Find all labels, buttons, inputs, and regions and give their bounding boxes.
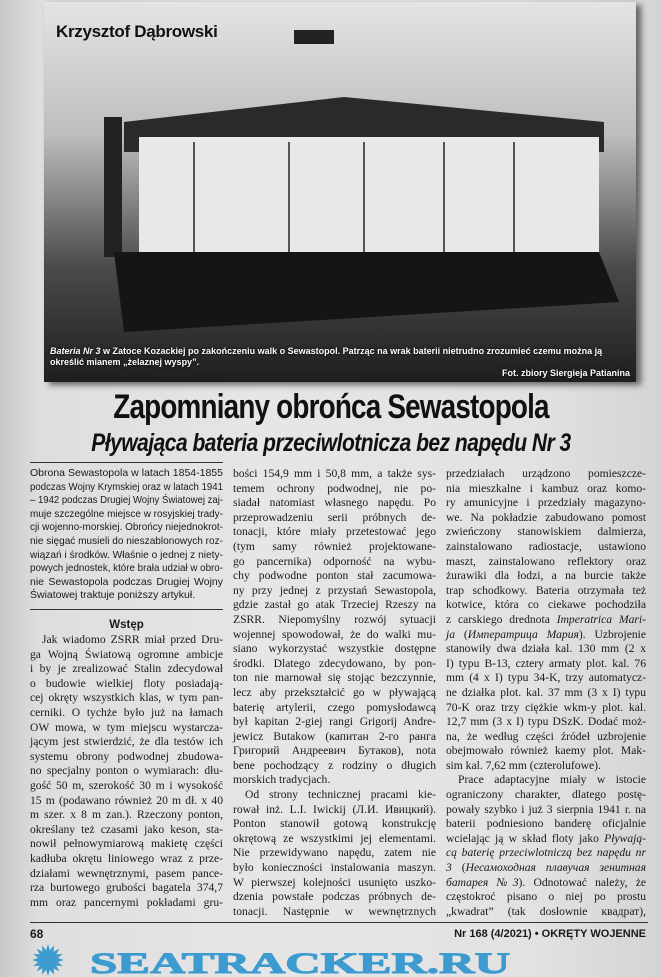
line-text <box>446 861 646 874</box>
text-line <box>446 657 646 672</box>
text-line <box>233 657 436 672</box>
text-line <box>30 808 223 823</box>
text-run: sim kal. 7,62 mm (czterolufowe). <box>446 758 601 772</box>
sun-ray <box>50 968 54 974</box>
text-run: z carskiego drednota <box>446 612 557 626</box>
text-line <box>233 832 436 847</box>
line-text: powych jednostek, które brała udział w obro- <box>30 562 223 575</box>
line-text <box>458 773 646 786</box>
text-line <box>30 662 223 677</box>
text-run: Od strony technicznej pracami kie- <box>245 788 436 802</box>
text-line <box>233 511 436 526</box>
line-text <box>446 628 646 641</box>
article-photo <box>44 2 636 382</box>
line-text: we. Na pokładzie zabudowano pomost <box>446 510 646 524</box>
line-text: o budowie wielkiej floty posiadają- <box>30 676 223 690</box>
text-line <box>233 744 436 759</box>
sun-ray <box>58 958 64 962</box>
seatracker-watermark <box>0 943 662 977</box>
line-text <box>446 846 646 859</box>
text-line <box>30 633 223 648</box>
line-text: ry amunicyjne i przedziały magazyno- <box>446 496 646 510</box>
line-text: jącym jest stwierdzić, że dla testów ich <box>30 735 223 749</box>
text-line <box>30 648 223 663</box>
line-text: rował inż. L.I. Iwickij (Л.И. Ивицкий). <box>233 802 436 816</box>
line-text: ton nie marnował się stojąc bezczynnie, <box>233 671 436 685</box>
line-text: mm oraz pancernymi pokładami gru- <box>30 895 223 909</box>
line-text: środki. Dlatego zdecydowano, by pon- <box>233 656 436 670</box>
text-line <box>233 540 436 555</box>
line-text: rza burtowego grubości bagatela 374,7 <box>30 881 223 895</box>
line-text <box>446 876 646 889</box>
text-line <box>446 467 646 482</box>
line-text: cji wojenno-morskiej. Obrońcy niejednokrot- <box>30 521 223 534</box>
text-line <box>446 861 646 876</box>
text-line <box>30 481 223 495</box>
line-text: częstokroć pisano o niej po prostu <box>446 890 646 904</box>
page-number: 68 <box>30 927 44 941</box>
floating-battery-photo <box>44 2 636 382</box>
line-text: nie sięgać musieli do nieszablonowych roz- <box>30 534 223 547</box>
line-text: muje szczególne miejsce w rosyjskiej trady- <box>30 507 223 520</box>
text-run: morskich tradycjach. <box>233 773 331 787</box>
line-text: siano wykorzystać wszystkie dostępne <box>233 642 436 656</box>
text-line <box>30 764 223 779</box>
line-text: chy podwodne ponton stał zacumowa- <box>233 569 436 583</box>
text-line <box>233 773 436 788</box>
text-line <box>30 521 223 535</box>
text-line <box>446 628 646 643</box>
sun-ray <box>50 945 54 951</box>
text-line <box>446 759 646 774</box>
text-line <box>233 525 436 540</box>
sun-ray <box>42 968 46 974</box>
line-text <box>30 589 195 601</box>
line-text <box>233 773 330 786</box>
italic-run: Bateria Nr 3 <box>50 346 101 356</box>
caption-text <box>50 346 630 368</box>
text-line <box>30 823 223 838</box>
text-line <box>30 896 223 911</box>
text-line <box>30 750 223 765</box>
text-line <box>446 876 646 891</box>
line-text: m szer. x 8 m zan.). Rzeczony ponton, <box>30 808 223 822</box>
line-text: nie Sewastopola podczas Drugiej Wojny <box>30 575 223 588</box>
line-text: wojennej spowodował, że do walki mu- <box>233 627 436 641</box>
line-text: ograniczony charakter, dlatego postę- <box>446 788 646 802</box>
line-text: baterię artylerii, czego pomysłodawcą <box>233 700 436 714</box>
text-line <box>233 817 436 832</box>
line-text: ZSRR. Niepomyślny rozwój sytuacji <box>233 612 436 626</box>
sun-ray <box>33 954 39 958</box>
line-text: przeprowadzeniu serii próbnych de- <box>233 510 436 524</box>
sun-ray <box>54 949 60 955</box>
text-line <box>446 803 646 818</box>
text-line <box>30 735 223 750</box>
line-text: Obrona Sewastopola w latach 1854-1855 <box>30 467 223 479</box>
text-line <box>30 852 223 867</box>
text-line <box>233 730 436 745</box>
text-line <box>446 730 646 745</box>
text-line <box>30 691 223 706</box>
line-text: siadał natomiast własnego napędu. Po <box>233 496 436 510</box>
line-text: trap schodkowy. Bateria otrzymała też <box>446 583 646 597</box>
line-text: bości 154,9 mm i 50,8 mm, a także sys- <box>233 467 436 480</box>
photo-caption <box>44 346 636 379</box>
text-line <box>446 905 646 920</box>
text-run: ). Odnotować należy, że <box>518 875 646 889</box>
text-line <box>446 788 646 803</box>
article-title: Zapomniany obrońca Sewastopola <box>113 388 549 426</box>
divider <box>30 462 223 463</box>
line-text: 70-K oraz trzy ciężkie wkm-y plot. kal. <box>446 700 646 714</box>
line-text: baterii podniesiono banderę oficjalnie <box>446 817 646 831</box>
text-line <box>233 584 436 599</box>
line-text: maszt, zainstalowano reflektory oraz <box>446 554 646 568</box>
italic-run: ja <box>446 627 456 641</box>
article-subtitle: Pływająca bateria przeciwlotnicza bez napędu Nr 3 <box>91 429 571 457</box>
line-text: kotwice, która co ciekawe pochodziła <box>446 598 646 612</box>
line-text: było konieczności instalowania maszyn. <box>233 861 436 875</box>
line-text <box>446 613 646 626</box>
text-line <box>233 555 436 570</box>
line-text: ne działka plot. kal. 37 mm (3 x I) typu <box>446 685 646 699</box>
line-text: systemu obrony podwodnej zbudowa- <box>30 749 223 763</box>
text-run: w Zatoce Kozackiej po zakończeniu walk o Sewastopol. Patrząc na wrak baterii nietrudno zrozumieć czemu można ją określić mianem „żelaznej wyspy”. <box>50 346 603 367</box>
line-text: przedziałach urządzono pomieszcze- <box>446 467 646 480</box>
line-text: okrętową ze wszystkimi jej elementami. <box>233 831 436 845</box>
sun-ray <box>32 958 38 962</box>
text-line <box>30 562 223 576</box>
line-text: I) typu B-13, cztery armaty plot. kal. 76 <box>446 656 646 670</box>
line-text <box>42 633 223 646</box>
footer-rule <box>30 922 648 923</box>
text-line <box>446 569 646 584</box>
line-text: Григорий Андреевич Бутаков), nota <box>233 744 436 758</box>
text-line <box>30 794 223 809</box>
text-run: ( <box>455 627 468 641</box>
line-text: nia mieszkalne i kambuz oraz komo- <box>446 481 646 495</box>
intro-lead <box>30 467 223 603</box>
line-text: bene pochodzący z rodziny o długich <box>233 758 436 772</box>
sun-ray <box>37 966 43 972</box>
line-text: był kapitan 2-giej rangi Grigorij Andre- <box>233 715 436 729</box>
text-run: Jak wiadomo ZSRR miał przed Dru- <box>42 633 223 646</box>
sun-ray <box>56 962 62 966</box>
text-line <box>30 881 223 896</box>
text-line <box>233 642 436 657</box>
text-line <box>446 715 646 730</box>
line-text: ny przy jednej z przystań Sewastopola, <box>233 583 436 597</box>
text-line <box>233 803 436 818</box>
line-text: 15 m (podawano również 20 m dł. x 40 <box>30 793 223 807</box>
text-line <box>233 876 436 891</box>
line-text: obejmowało również kaemy plot. Mak- <box>446 744 646 758</box>
italic-run: Pływają- <box>604 831 646 845</box>
line-text: podczas Wojny Krymskiej oraz w latach 1941 <box>30 480 223 493</box>
text-line <box>30 467 223 481</box>
line-text: żurawiki dla łodzi, a na burcie także <box>446 569 646 583</box>
line-text: Ponton stanowił gotową konstrukcję <box>233 817 436 831</box>
line-text: lecz aby przekształcić go w pływającą <box>233 685 436 699</box>
text-line <box>446 482 646 497</box>
text-line <box>446 832 646 847</box>
section-heading: Wstęp <box>109 619 144 631</box>
column-2 <box>233 467 436 919</box>
text-line <box>233 671 436 686</box>
text-line <box>233 613 436 628</box>
sun-ray <box>46 970 50 976</box>
text-line <box>233 628 436 643</box>
text-line <box>30 576 223 590</box>
line-text: i by je zrealizować Stalin zdecydował <box>30 662 223 676</box>
line-text: – 1942 podczas Drugiej Wojny Światowej zaj- <box>30 494 223 507</box>
sun-ray <box>56 954 62 958</box>
text-line <box>233 788 436 803</box>
line-text: „kwadrat” (tak dosłownie квадрат), <box>446 904 646 918</box>
line-text: kadłuba okrętu liniowego wraz z prze- <box>30 851 223 865</box>
line-text: działami wewnętrznymi, pasem pance- <box>30 866 223 880</box>
line-text: go pancernika) odporność na wybu- <box>233 554 436 568</box>
text-line <box>233 846 436 861</box>
text-line <box>233 890 436 905</box>
line-text: stanowiły dwa działa kal. 130 mm (2 x <box>446 642 646 656</box>
line-text: gdzie zastał go atak Trzeciej Rzeszy na <box>233 598 436 612</box>
text-line <box>233 496 436 511</box>
text-line <box>233 861 436 876</box>
text-run: ( <box>451 861 466 875</box>
text-line <box>30 535 223 549</box>
text-line <box>446 671 646 686</box>
column-3 <box>446 467 646 919</box>
text-line <box>446 540 646 555</box>
line-text: powały szybko i już 3 sierpnia 1941 r. na <box>446 802 646 816</box>
line-text: W pierwszej kolejności usunięto uszko- <box>233 875 436 889</box>
line-text: no specjalny ponton o wymiarach: dłu- <box>30 764 223 778</box>
italic-run: Императрица Мария <box>467 627 579 641</box>
sun-ray <box>33 962 39 966</box>
text-line <box>446 686 646 701</box>
text-line <box>446 613 646 628</box>
line-text: Nie przewidywano napędu, zatem nie <box>233 846 436 860</box>
text-line <box>30 867 223 882</box>
text-line <box>233 759 436 774</box>
text-line <box>30 677 223 692</box>
italic-run: 3 <box>446 861 452 875</box>
text-line <box>233 701 436 716</box>
text-line <box>233 598 436 613</box>
text-line <box>30 779 223 794</box>
sun-ray <box>54 966 60 972</box>
text-line <box>30 589 223 603</box>
text-line <box>30 706 223 721</box>
line-text: 12,7 mm (3 x I) typu DSzK. Dodać moż- <box>446 715 646 729</box>
text-line <box>446 744 646 759</box>
line-text: tonacji. Następnie w wewnętrznych <box>233 904 436 918</box>
italic-run: Несамоходная плавучая зенитная <box>465 861 646 875</box>
line-text <box>245 788 436 801</box>
italic-run: Imperatrica Mari- <box>556 612 646 626</box>
text-line <box>446 511 646 526</box>
line-text: tonacji, które miały przetestować jego <box>233 525 436 539</box>
text-line <box>30 494 223 508</box>
text-line <box>30 837 223 852</box>
text-line <box>446 525 646 540</box>
text-run: wcielając ją w skład floty jako <box>446 831 605 845</box>
divider <box>30 609 223 610</box>
magazine-issue: Nr 168 (4/2021) • OKRĘTY WOJENNE <box>454 928 646 940</box>
text-run: Światowej traktuje poniższy artykuł. <box>30 589 196 602</box>
sun-logo-icon <box>32 944 64 976</box>
line-text: nowił pełnowymiarową makietę części <box>30 837 223 851</box>
text-line <box>30 508 223 522</box>
text-line <box>233 569 436 584</box>
text-line <box>446 773 646 788</box>
line-text: zwieńczony stanowiskiem dalmierza, <box>446 525 646 539</box>
text-run: Prace adaptacyjne miały w istocie <box>458 773 646 787</box>
line-text <box>446 759 601 772</box>
line-text: OW mowa, w tym miejscu wystarcza- <box>30 720 223 734</box>
sun-ray <box>46 944 50 950</box>
line-text: temem ochrony podwodnej, nie po- <box>233 481 436 495</box>
line-text: określany też czasami jako keson, sta- <box>30 822 223 836</box>
text-line <box>446 642 646 657</box>
watermark-text: SEATRACKER.RU <box>90 947 510 977</box>
italic-run: cą baterię przeciwlotniczą bez napędu nr <box>446 846 646 860</box>
line-text: na, że według części źródeł uzbrojenie <box>446 729 646 743</box>
line-text: zainstalowano radiostacje, ustawiono <box>446 539 646 553</box>
text-line <box>30 721 223 736</box>
line-text: ga Wojną Światową ogromne ambicje <box>30 647 223 661</box>
text-line <box>446 701 646 716</box>
text-line <box>446 890 646 905</box>
line-text: (tym samy również projektowane- <box>233 539 436 553</box>
line-text: cerniki. O tychże było już na łamach <box>30 705 223 719</box>
text-line <box>446 555 646 570</box>
text-line <box>233 905 436 920</box>
line-text <box>446 832 646 845</box>
line-text: gość 50 m, szerokość 30 m i wysokość <box>30 778 223 792</box>
text-line <box>233 467 436 482</box>
italic-run: батарея №3 <box>446 875 519 889</box>
photo-credit: Fot. zbiory Siergieja Patianina <box>501 368 630 378</box>
line-text: dzenia powstałe podczas próbnych de- <box>233 890 436 904</box>
column-1 <box>30 633 223 910</box>
text-line <box>233 715 436 730</box>
text-line <box>446 846 646 861</box>
text-line <box>446 496 646 511</box>
text-line <box>446 584 646 599</box>
text-line <box>30 549 223 563</box>
text-line <box>446 598 646 613</box>
sun-ray <box>42 945 46 951</box>
line-text: cej okręty wszystkich klas, w tym pan- <box>30 691 223 705</box>
sun-ray <box>37 949 43 955</box>
text-run: ). Uzbrojenie <box>578 627 647 641</box>
text-line <box>233 686 436 701</box>
line-text: mm (4 x I) typu 34-K, trzy automatycz- <box>446 671 646 685</box>
author-name: Krzysztof Dąbrowski <box>56 22 218 41</box>
text-line <box>446 817 646 832</box>
line-text: jewicz Butakow (капитан 2-го ранга <box>233 729 436 743</box>
line-text: wiązań i środków. Właśnie o jednej z niety- <box>30 548 223 561</box>
text-line <box>233 482 436 497</box>
